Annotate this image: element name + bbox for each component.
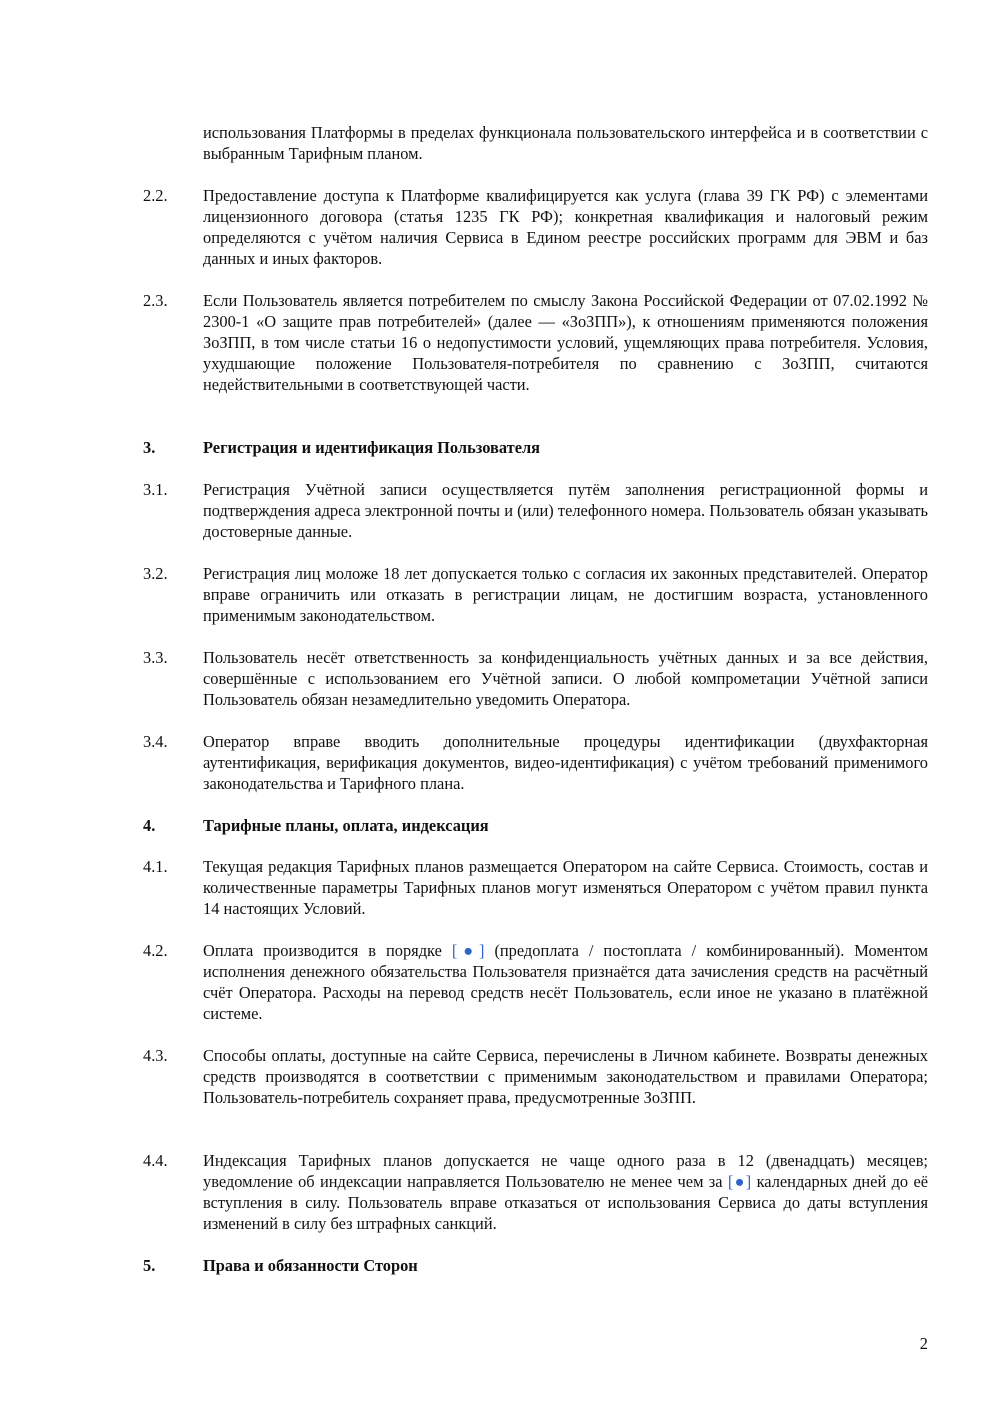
clause-3-4 [143, 731, 928, 794]
clause-text: Предоставление доступа к Платформе квалифицируется как услуга (глава 39 ГК РФ) с элементами лицензионного договора (статья 1235 ГК РФ); конкретная квалификация и налоговый режим определяются с учётом наличия Сервиса в Едином реестре российских программ для ЭВМ и баз данных и иных факторов. [203, 186, 928, 268]
clause-text: Способы оплаты, доступные на сайте Сервиса, перечислены в Личном кабинете. Возвраты денежных средств производятся в соответствии с применимым законодательством и правилами Оператора; Пользователь-потребитель сохраняет права, предусмотренные ЗоЗПП. [203, 1046, 928, 1107]
section-heading-4 [143, 815, 928, 836]
clause-number: 3.2. [143, 564, 168, 583]
section-number: 5. [143, 1256, 156, 1275]
clause-text-start: Индексация Тарифных планов допускается не чаще одного раза в 12 (двенадцать) месяцев; уведомление об индексации направляется Пользователю не менее чем за [203, 1151, 928, 1191]
clause-number: 2.2. [143, 186, 168, 205]
placeholder-mark: [●] [727, 1172, 752, 1191]
clause-4-2 [143, 940, 928, 1024]
clause-number: 3.3. [143, 648, 168, 667]
section-number: 3. [143, 438, 156, 457]
section-title: Регистрация и идентификация Пользователя [203, 438, 541, 457]
section-heading-3 [143, 437, 928, 458]
clause-text-start: Оплата производится в порядке [203, 941, 442, 960]
clause-4-4 [143, 1150, 928, 1234]
section-title: Тарифные планы, оплата, индексация [203, 816, 489, 835]
clause-3-2 [143, 563, 928, 626]
clause-text: Регистрация Учётной записи осуществляется путём заполнения регистрационной формы и подтверждения адреса электронной почты и (или) телефонного номера. Пользователь обязан указывать достоверные данные. [203, 480, 928, 541]
clause-text [203, 1150, 928, 1234]
clause-number: 4.4. [143, 1151, 168, 1170]
clause-text-end: календарных дней до её вступления в силу. Пользователь вправе отказаться от использования Сервиса до даты вступления изменений в силу без штрафных санкций. [203, 1172, 929, 1233]
clause-2-3 [143, 290, 928, 395]
clause-3-3 [143, 647, 928, 710]
clause-text: Текущая редакция Тарифных планов размещается Оператором на сайте Сервиса. Стоимость, состав и количественные параметры Тарифных планов могут изменяться Оператором с учётом правил пункта 14 настоящих Условий. [203, 857, 928, 918]
clause-3-1 [143, 479, 928, 542]
clause-number: 4.3. [143, 1046, 168, 1065]
section-title: Права и обязанности Сторон [203, 1256, 418, 1275]
clause-text [203, 940, 928, 1024]
clause-text-end: (предоплата / постоплата / комбинированный). Моментом исполнения денежного обязательства Пользователя признаётся дата зачисления средств на расчётный счёт Оператора. Расходы на перевод средств несёт Пользователь, если иное не указано в платёжной системе. [203, 941, 928, 1023]
clause-number: 2.3. [143, 291, 168, 310]
clause-text: Пользователь несёт ответственность за конфиденциальность учётных данных и за все действия, совершённые с использованием его Учётной записи. О любой компрометации Учётной записи Пользователь обязан незамедлительно уведомить Оператора. [203, 648, 928, 709]
clause-text: Регистрация лиц моложе 18 лет допускается только с согласия их законных представителей. Оператор вправе ограничить или отказать в регистрации лицам, не достигшим возраста, установленного применимым законодательством. [203, 564, 928, 625]
clause-4-3 [143, 1045, 928, 1108]
clause-text: Оператор вправе вводить дополнительные процедуры идентификации (двухфакторная аутентификация, верификация документов, видео-идентификация) с учётом требований применимого законодательства и Тарифного плана. [203, 732, 928, 793]
clause-number: 3.4. [143, 732, 168, 751]
page-number: 2 [919, 1334, 928, 1353]
intro-paragraph [143, 122, 928, 164]
intro-text: использования Платформы в пределах функционала пользовательского интерфейса и в соответствии с выбранным Тарифным планом. [203, 123, 928, 163]
clause-2-2 [143, 185, 928, 269]
section-heading-5 [143, 1255, 928, 1276]
clause-number: 3.1. [143, 480, 168, 499]
clause-4-1 [143, 856, 928, 919]
clause-number: 4.2. [143, 941, 168, 960]
clause-number: 4.1. [143, 857, 168, 876]
clause-text: Если Пользователь является потребителем по смыслу Закона Российской Федерации от 07.02.1992 № 2300-1 «О защите прав потребителей» (далее — «ЗоЗПП»), к отношениям применяются положения ЗоЗПП, в том числе статьи 16 о недопустимости условий, ущемляющих права потребителя. Условия, ухудшающие положение Пользователя-потребителя по сравнению с ЗоЗПП, считаются недействительными в соответствующей части. [203, 291, 928, 394]
section-number: 4. [143, 816, 156, 835]
placeholder-mark: [●] [451, 941, 485, 960]
